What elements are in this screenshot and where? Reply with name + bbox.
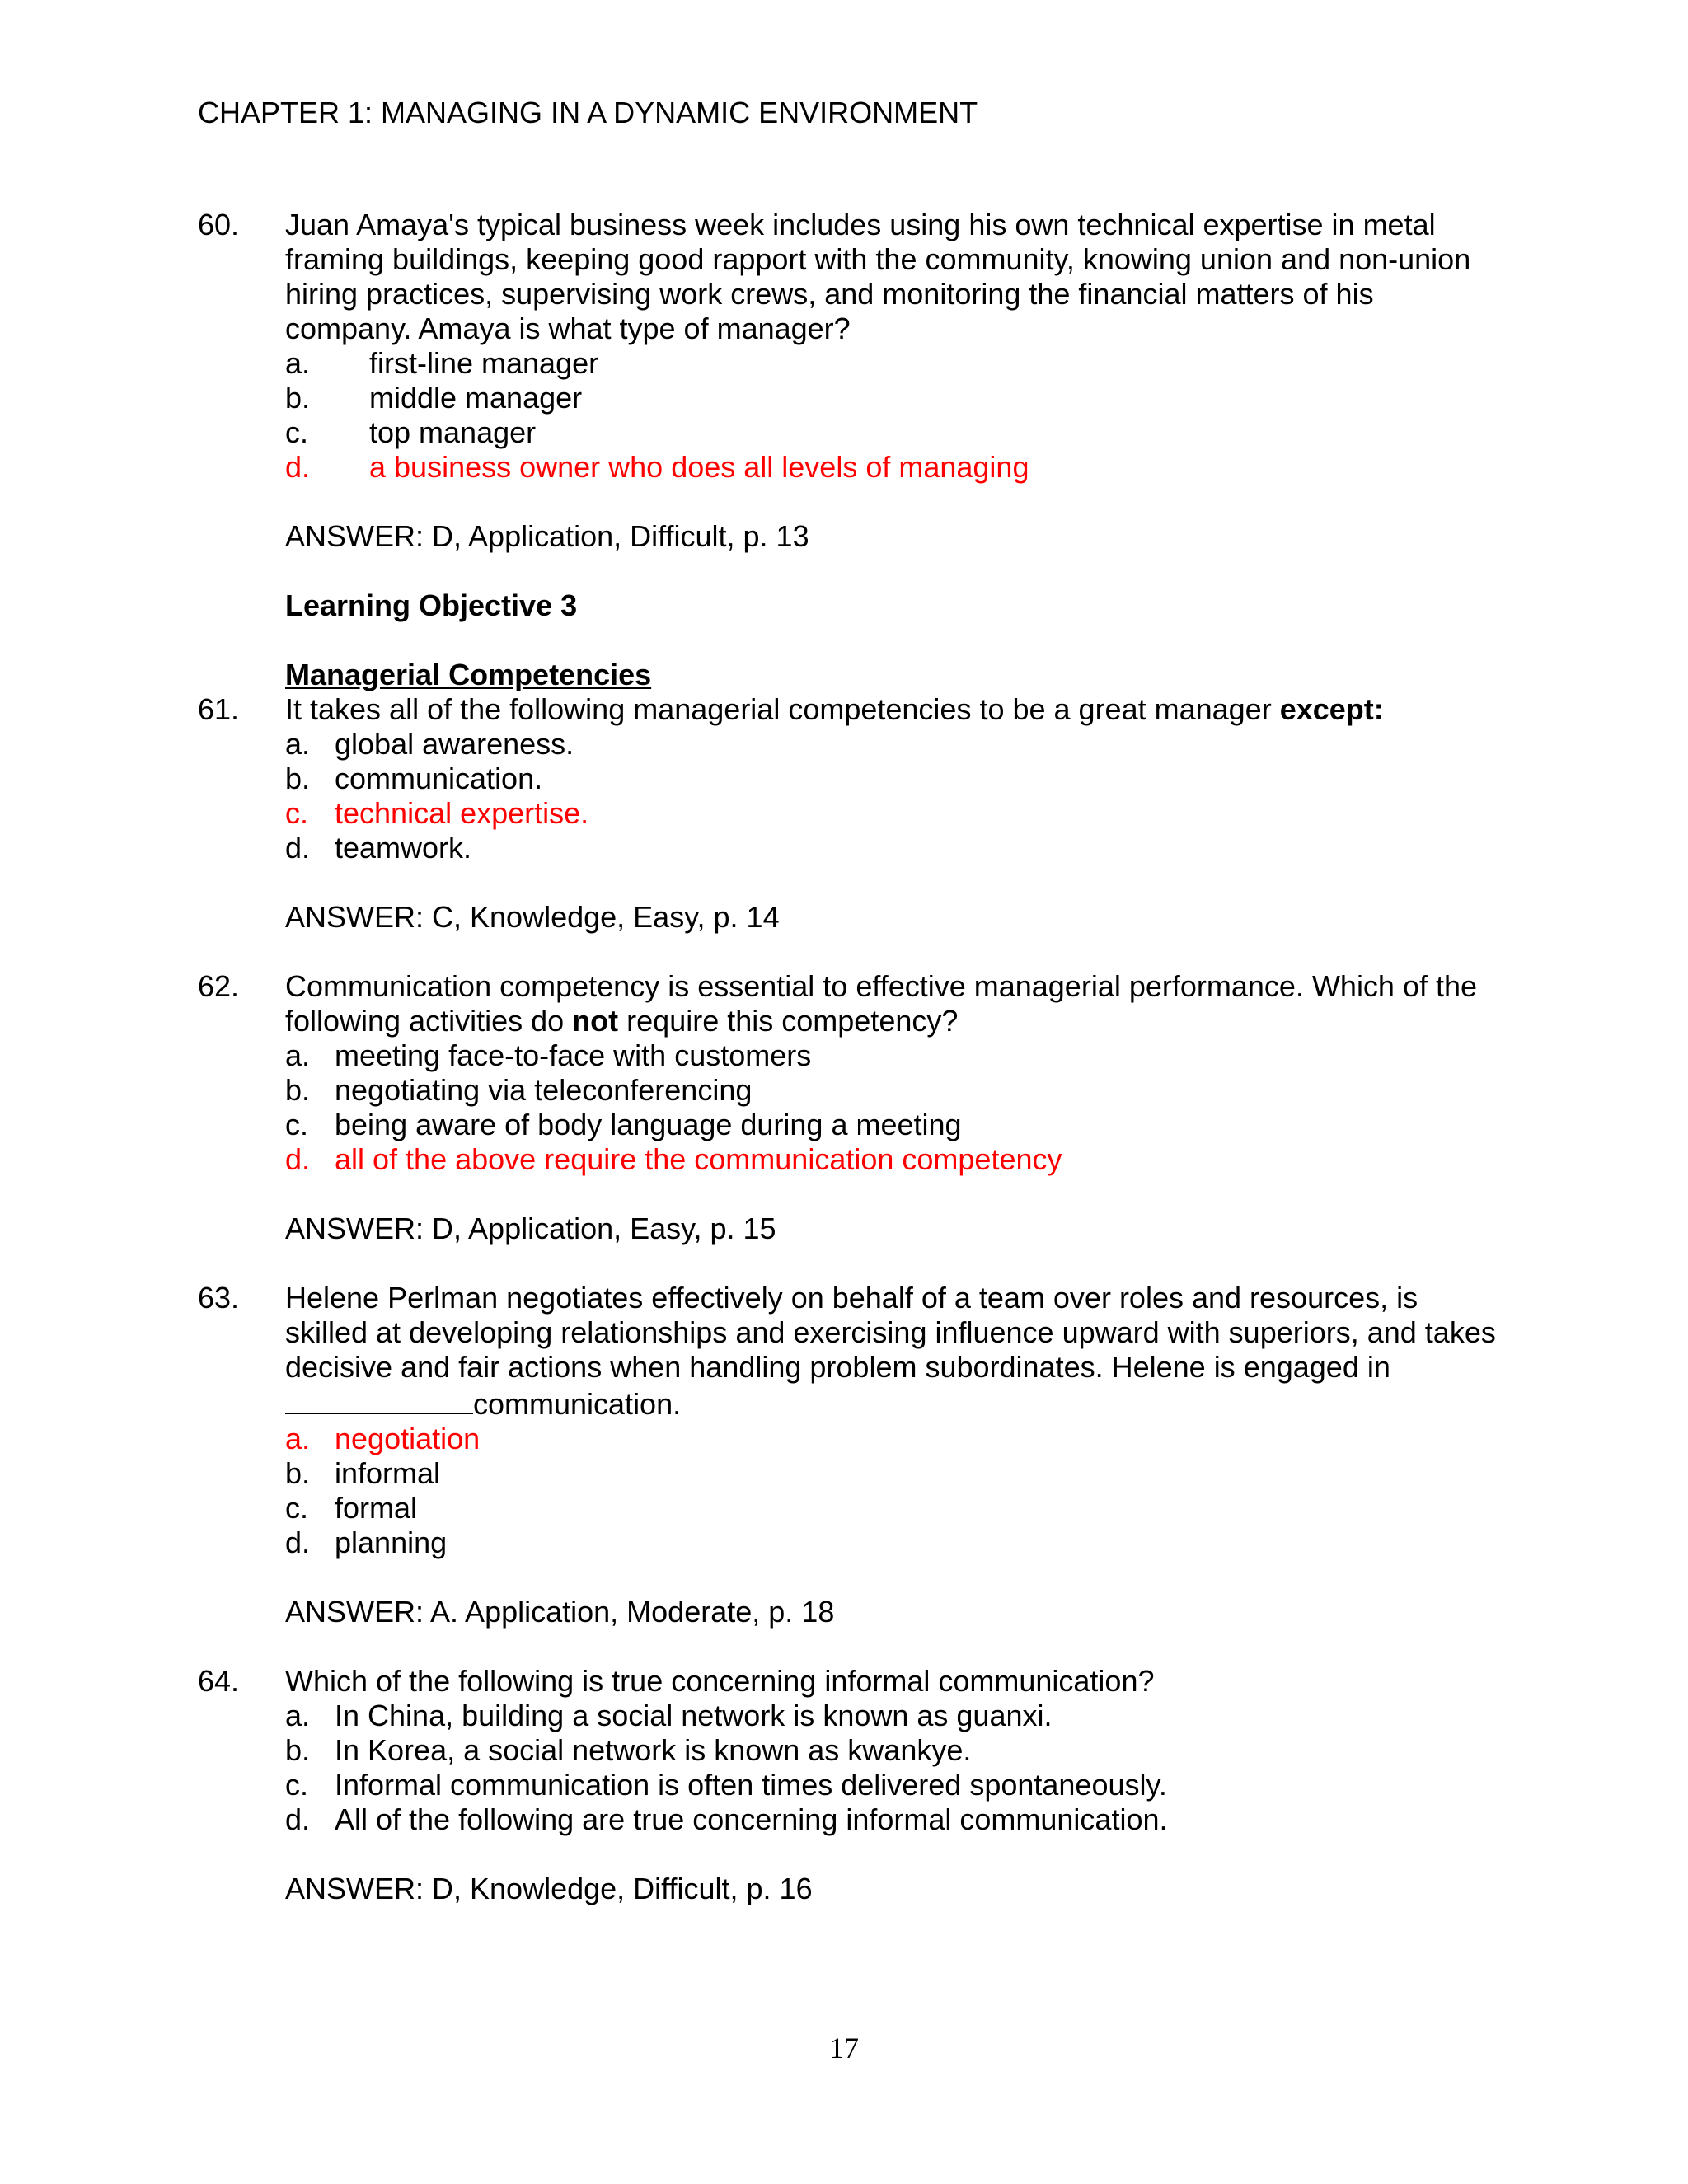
question-64 bbox=[198, 1664, 1500, 1837]
question-text: Which of the following is true concerning informal communication? bbox=[285, 1664, 1155, 1698]
question-number: 63. bbox=[198, 1281, 240, 1315]
option-d-correct: d. all of the above require the communication competency bbox=[285, 1142, 1062, 1176]
option-a: a. first-line manager bbox=[285, 346, 599, 380]
answer-64: ANSWER: D, Knowledge, Difficult, p. 16 bbox=[285, 1872, 813, 1905]
question-text: It takes all of the following managerial competencies to be a great manager except: bbox=[285, 692, 1384, 726]
question-number: 60. bbox=[198, 208, 240, 241]
question-number: 61. bbox=[198, 692, 240, 726]
question-list bbox=[198, 208, 1500, 1906]
learning-objective: Learning Objective 3 bbox=[285, 588, 578, 622]
option-a: a. meeting face-to-face with customers bbox=[285, 1038, 812, 1072]
option-d: d. All of the following are true concerning informal communication. bbox=[285, 1802, 1168, 1836]
option-c-correct: c. technical expertise. bbox=[285, 796, 589, 830]
option-b: b. In Korea, a social network is known as kwankye. bbox=[285, 1733, 972, 1767]
answer-61: ANSWER: C, Knowledge, Easy, p. 14 bbox=[285, 900, 780, 934]
fill-in-blank bbox=[285, 1385, 473, 1414]
option-a-correct: a. negotiation bbox=[285, 1422, 481, 1455]
option-d: d. teamwork. bbox=[285, 831, 472, 865]
option-d: d. planning bbox=[285, 1526, 448, 1559]
question-number: 64. bbox=[198, 1664, 240, 1698]
option-b: b. middle manager bbox=[285, 381, 583, 415]
answer-62: ANSWER: D, Application, Easy, p. 15 bbox=[285, 1212, 776, 1245]
option-c: c. top manager bbox=[285, 415, 537, 449]
option-d-correct: d. a business owner who does all levels of managing bbox=[285, 450, 1029, 484]
question-62 bbox=[198, 969, 1500, 1177]
option-c: c. Informal communication is often times delivered spontaneously. bbox=[285, 1768, 1167, 1802]
option-b: b. informal bbox=[285, 1456, 441, 1490]
answer-63: ANSWER: A. Application, Moderate, p. 18 bbox=[285, 1595, 835, 1629]
section-title: Managerial Competencies bbox=[285, 658, 652, 691]
question-61 bbox=[198, 692, 1500, 865]
option-c: c. formal bbox=[285, 1491, 418, 1525]
question-60 bbox=[198, 208, 1500, 485]
question-number: 62. bbox=[198, 969, 240, 1003]
option-a: a. In China, building a social network is known as guanxi. bbox=[285, 1699, 1053, 1732]
option-b: b. communication. bbox=[285, 762, 543, 795]
answer-60: ANSWER: D, Application, Difficult, p. 13 bbox=[285, 519, 809, 553]
chapter-header: CHAPTER 1: MANAGING IN A DYNAMIC ENVIRONMENT bbox=[198, 96, 978, 129]
question-text: Juan Amaya's typical business week includes using his own technical expertise in metal framing buildings, keeping good rapport with the community, knowing union and non-union hiring practices, supervising work crews, and monitoring the financial matters of his company. Amaya is what type of manager? bbox=[285, 208, 1471, 345]
page-number: 17 bbox=[829, 2032, 859, 2064]
question-text: Communication competency is essential to effective managerial performance. Which of the following activities do not require this competency? bbox=[285, 969, 1478, 1038]
question-63 bbox=[198, 1281, 1500, 1560]
option-c: c. being aware of body language during a meeting bbox=[285, 1108, 962, 1141]
question-text: Helene Perlman negotiates effectively on behalf of a team over roles and resources, is skilled at developing relationships and exercising influence upward with superiors, and takes decisive and fair actions when handling problem subordinates. Helene is engaged in communication. bbox=[285, 1281, 1496, 1421]
option-a: a. global awareness. bbox=[285, 727, 574, 761]
option-b: b. negotiating via teleconferencing bbox=[285, 1073, 753, 1107]
